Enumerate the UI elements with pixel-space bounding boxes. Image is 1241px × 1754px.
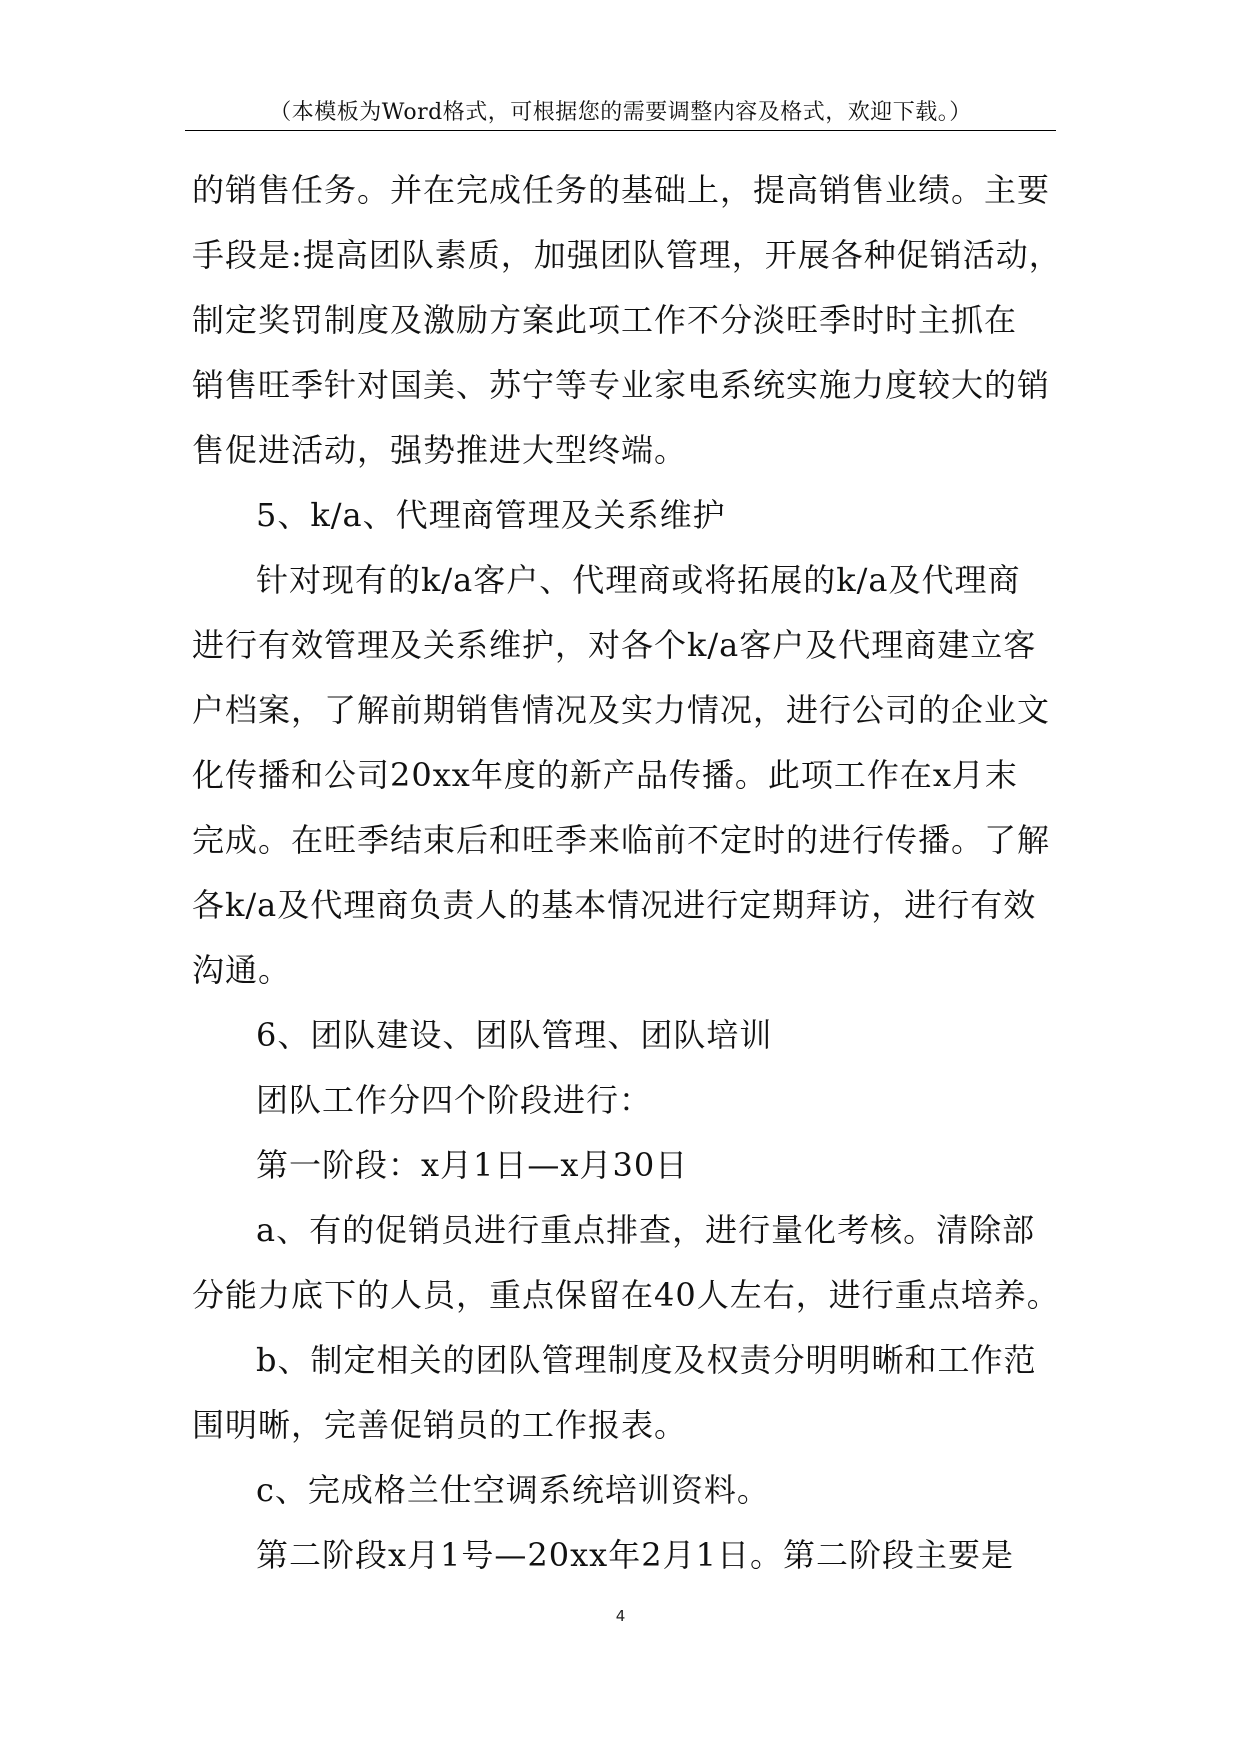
- body-text-line: 进行有效管理及关系维护，对各个k/a客户及代理商建立客: [192, 626, 1037, 664]
- body-text-line: 销售旺季针对国美、苏宁等专业家电系统实施力度较大的销: [192, 366, 1051, 404]
- body-text-line: 6、团队建设、团队管理、团队培训: [256, 1016, 773, 1054]
- body-text-line: b、制定相关的团队管理制度及权责分明明晰和工作范: [256, 1341, 1037, 1379]
- body-text-line: 沟通。: [192, 951, 292, 989]
- body-text-line: 第一阶段：x月1日—x月30日: [256, 1146, 689, 1184]
- page-number: 4: [615, 1607, 626, 1625]
- body-text-line: c、完成格兰仕空调系统培训资料。: [256, 1471, 770, 1509]
- document-body: [192, 158, 1062, 1588]
- body-text-line: 团队工作分四个阶段进行：: [256, 1081, 653, 1119]
- body-text-line: a、有的促销员进行重点排查，进行量化考核。清除部: [256, 1211, 1036, 1249]
- body-text-line: 针对现有的k/a客户、代理商或将拓展的k/a及代理商: [256, 561, 1021, 599]
- body-text-line: 第二阶段x月1号—20xx年2月1日。第二阶段主要是: [256, 1536, 1014, 1574]
- document-header-note: （本模板为Word格式，可根据您的需要调整内容及格式，欢迎下载。）: [269, 100, 972, 125]
- body-text-line: 5、k/a、代理商管理及关系维护: [256, 496, 726, 534]
- body-text-line: 分能力底下的人员，重点保留在40人左右，进行重点培养。: [192, 1276, 1060, 1314]
- body-text-line: 各k/a及代理商负责人的基本情况进行定期拜访，进行有效: [192, 886, 1037, 924]
- body-text-line: 手段是:提高团队素质，加强团队管理，开展各种促销活动，: [192, 236, 1062, 274]
- body-text-line: 户档案，了解前期销售情况及实力情况，进行公司的企业文: [192, 691, 1051, 729]
- body-text-line: 化传播和公司20xx年度的新产品传播。此项工作在x月末: [192, 756, 1018, 794]
- body-text-line: 完成。在旺季结束后和旺季来临前不定时的进行传播。了解: [192, 821, 1051, 859]
- header-divider: [185, 130, 1056, 131]
- body-text-line: 售促进活动，强势推进大型终端。: [192, 431, 688, 469]
- body-text-line: 围明晰，完善促销员的工作报表。: [192, 1406, 688, 1444]
- body-text-line: 的销售任务。并在完成任务的基础上，提高销售业绩。主要: [192, 171, 1051, 209]
- body-text-line: 制定奖罚制度及激励方案此项工作不分淡旺季时时主抓在: [192, 301, 1018, 339]
